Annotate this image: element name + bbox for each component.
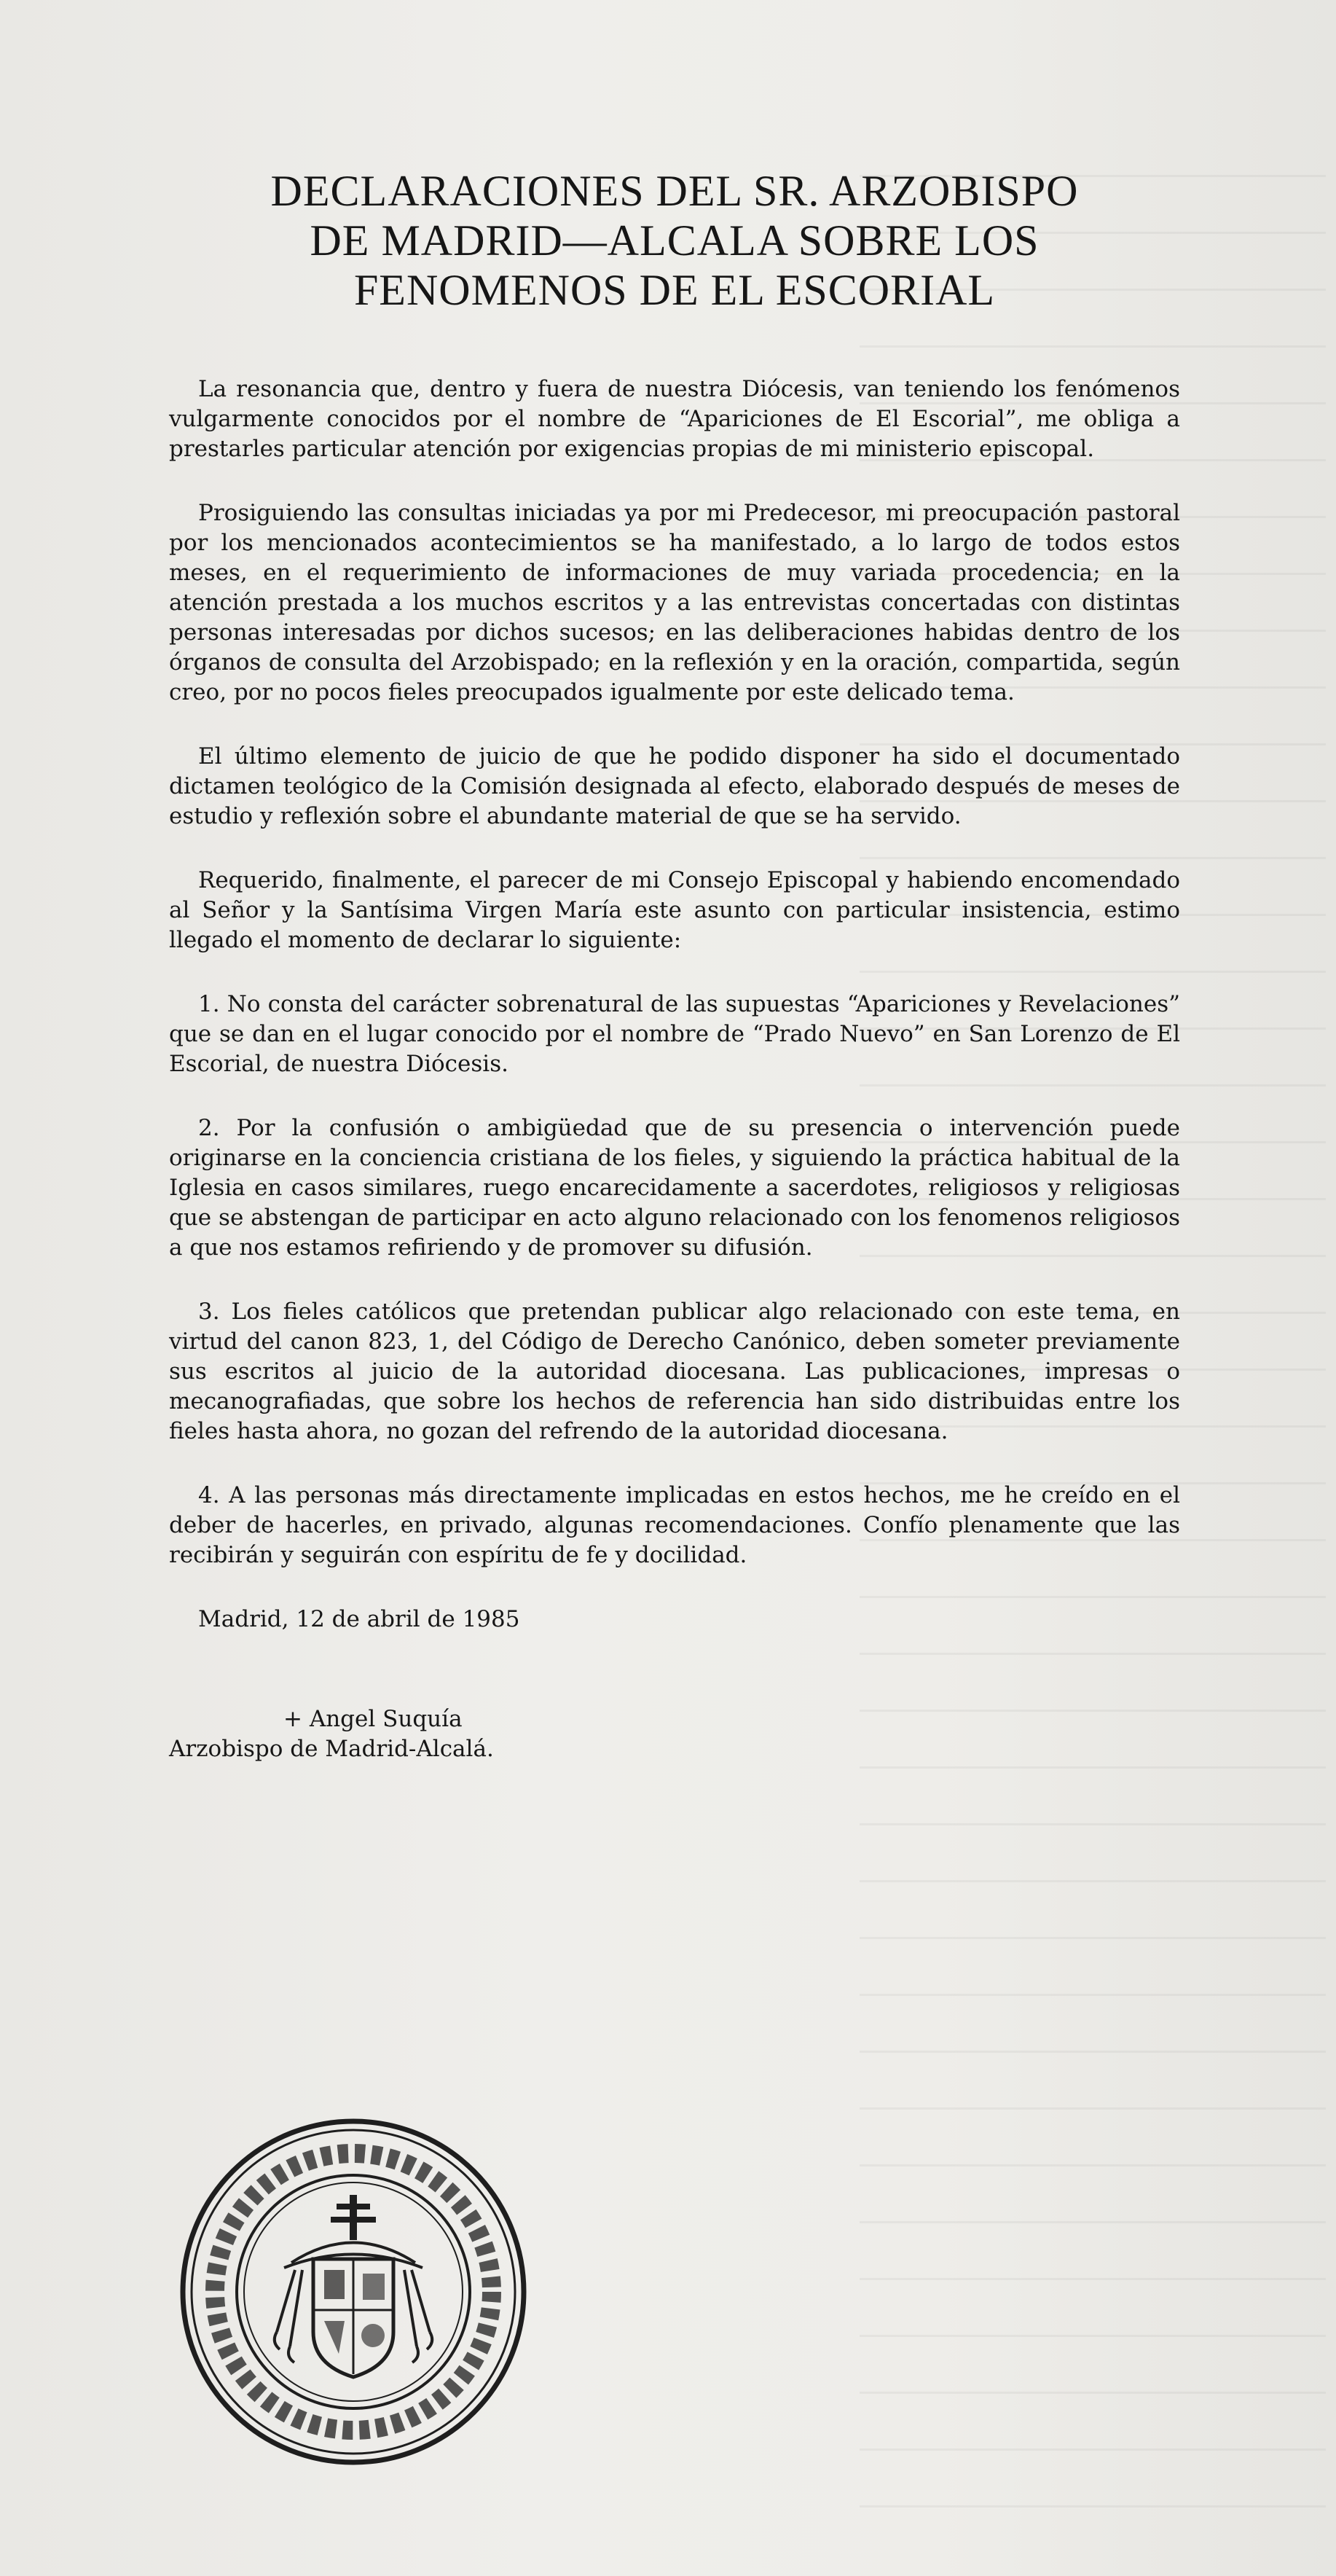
point-1: 1. No consta del carácter sobrenatural de las supuestas “Apariciones y Revelaciones” que se dan en el lugar conocido por el nombre de “Prado Nuevo” en San Lorenzo de El Escorial, de nuestra Diócesis. bbox=[169, 991, 1180, 1077]
document-title bbox=[169, 166, 1180, 315]
episcopal-seal bbox=[175, 2113, 532, 2470]
seal-cross-icon bbox=[331, 2195, 376, 2240]
paragraph-requerido: Requerido, finalmente, el parecer de mi Consejo Episcopal y habiendo encomendado al Señor y la Santísima Virgen María este asunto con particular insistencia, estimo llegado el momento de declarar lo siguiente: bbox=[169, 867, 1180, 953]
title-line-1: DECLARACIONES DEL SR. ARZOBISPO bbox=[270, 167, 1079, 215]
point-4: 4. A las personas más directamente implicadas en estos hechos, me he creído en el deber de hacerles, en privado, algunas recomendaciones. Confío plenamente que las recibirán y seguirán con espíritu de fe y docilidad. bbox=[169, 1482, 1180, 1568]
signature-block bbox=[169, 1704, 1180, 1764]
document-date: Madrid, 12 de abril de 1985 bbox=[198, 1606, 520, 1632]
signature-name: + Angel Suquía bbox=[283, 1706, 463, 1732]
signature-title: Arzobispo de Madrid-Alcalá. bbox=[169, 1736, 494, 1762]
paragraph-prosiguiendo: Prosiguiendo las consultas iniciadas ya por mi Predecesor, mi preocupación pastoral por los mencionados acontecimientos se ha manifestado, a lo largo de todos estos meses, en el requerimiento de informaciones de muy variada procedencia; en la atención prestada a los muchos escritos y a las entrevistas concertadas con distintas personas interesadas por dichos sucesos; en las deliberaciones habidas dentro de los órganos de consulta del Arzobispado; en la reflexión y en la oración, compartida, según creo, por no pocos fieles preocupados igualmente por este delicado tema. bbox=[169, 500, 1180, 705]
document-content bbox=[169, 166, 1180, 1764]
title-line-3: FENOMENOS DE EL ESCORIAL bbox=[353, 266, 996, 314]
document-body bbox=[169, 375, 1180, 1764]
seal-shield-icon bbox=[313, 2259, 393, 2377]
point-3: 3. Los fieles católicos que pretendan publicar algo relacionado con este tema, en virtud del canon 823, 1, del Código de Derecho Canónico, deben someter previamente sus escritos al juicio de la autoridad diocesana. Las publicaciones, impresas o mecanografiadas, que sobre los hechos de referencia han sido distribuidas entre los fieles hasta ahora, no gozan del refrendo de la autoridad diocesana. bbox=[169, 1299, 1180, 1444]
point-2: 2. Por la confusión o ambigüedad que de su presencia o intervención puede originarse en la conciencia cristiana de los fieles, y siguiendo la práctica habitual de la Iglesia en casos similares, ruego encarecidamente a sacerdotes, religiosos y religiosas que se abstengan de participar en acto alguno relacionado con los fenomenos religiosos a que nos estamos refiriendo y de promover su difusión. bbox=[169, 1115, 1180, 1261]
paragraph-resonancia: La resonancia que, dentro y fuera de nuestra Diócesis, van teniendo los fenómenos vulgarmente conocidos por el nombre de “Apariciones de El Escorial”, me obliga a prestarles particular atención por exigencias propias de mi ministerio episcopal. bbox=[169, 376, 1180, 462]
paragraph-ultimo-elemento: El último elemento de juicio de que he podido disponer ha sido el documentado dictamen teológico de la Comisión designada al efecto, elaborado después de meses de estudio y reflexión sobre el abundante material de que se ha servido. bbox=[169, 743, 1180, 829]
title-line-2: DE MADRID—ALCALA SOBRE LOS bbox=[310, 216, 1040, 265]
